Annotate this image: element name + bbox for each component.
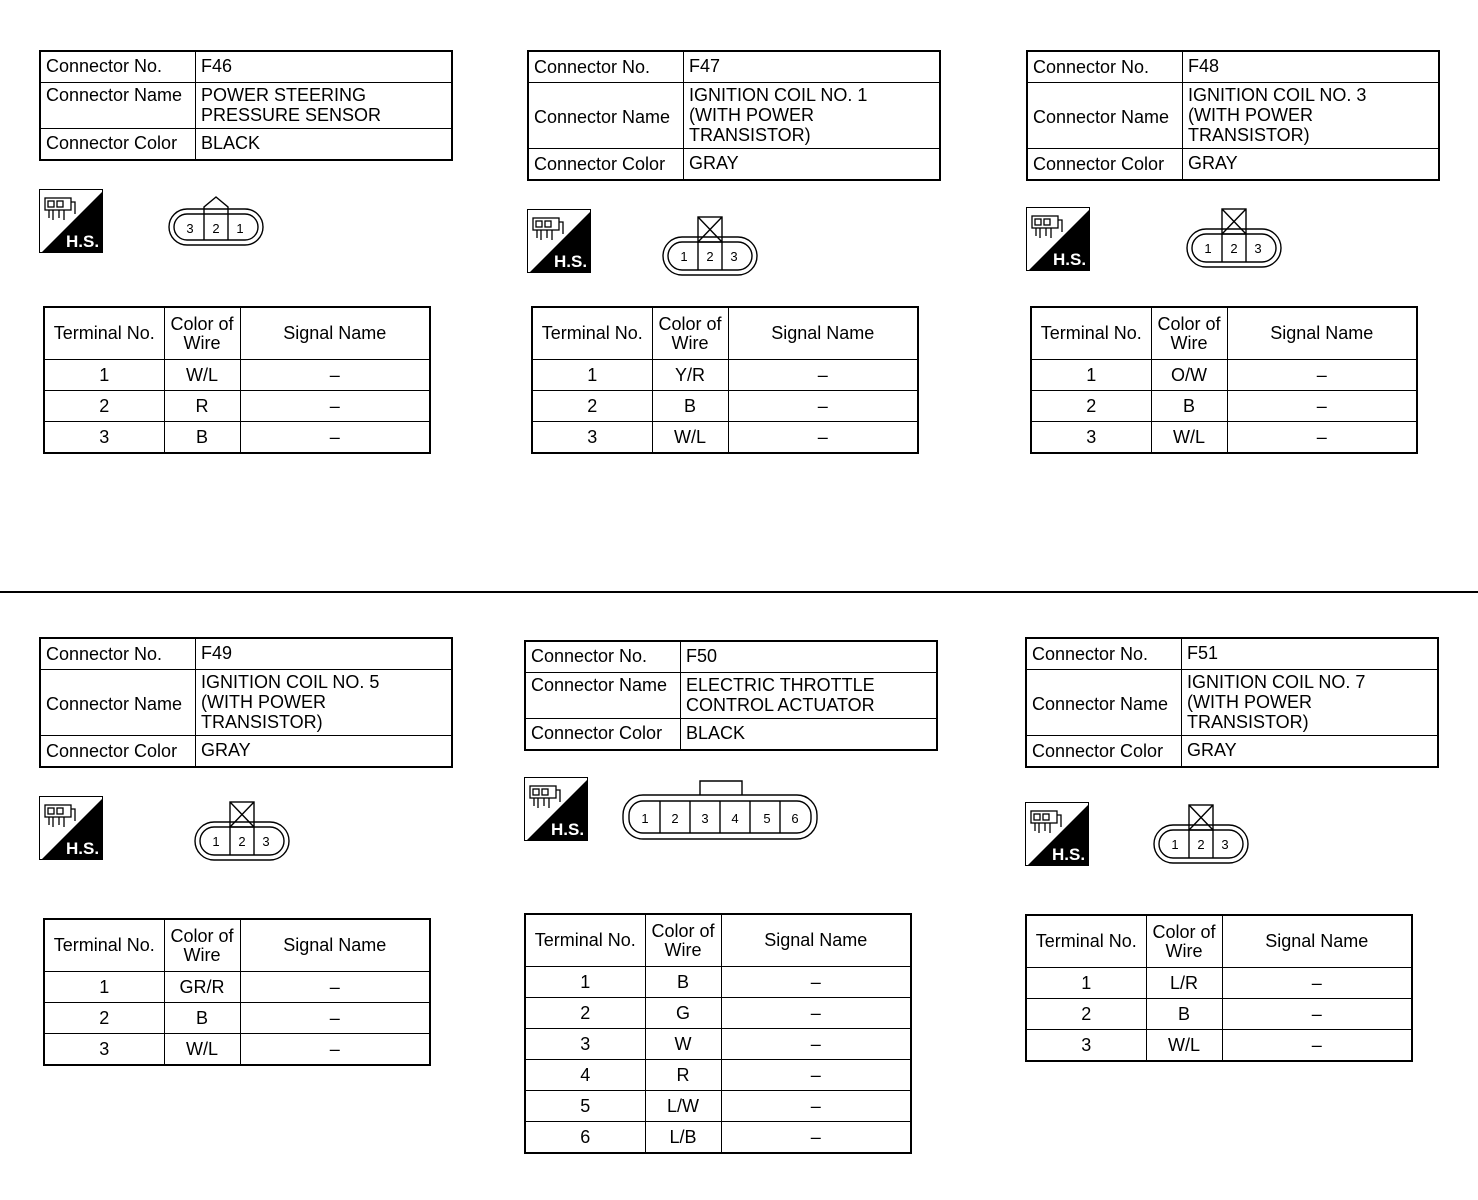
wire-color: R xyxy=(164,391,240,422)
wire-color: W/L xyxy=(652,422,728,454)
signal-name: – xyxy=(721,998,911,1029)
pin-label: 6 xyxy=(791,811,799,826)
terminal-table xyxy=(531,306,919,454)
signal-name: – xyxy=(1222,968,1412,999)
terminal-number: 1 xyxy=(1031,360,1151,391)
connector-name-value xyxy=(681,673,938,719)
wire-color: B xyxy=(645,967,721,998)
connector-no-value: F51 xyxy=(1182,638,1439,670)
connector-color-label: Connector Color xyxy=(525,719,681,751)
connector-no-value: F47 xyxy=(684,51,941,83)
hs-badge-text: H.S. xyxy=(66,839,100,858)
connector-name-line: PRESSURE SENSOR xyxy=(201,105,382,125)
wire-color: L/W xyxy=(645,1091,721,1122)
terminal-number: 6 xyxy=(525,1122,645,1154)
wire-color-header xyxy=(164,919,240,972)
connector-no-value: F46 xyxy=(196,51,453,83)
table-row xyxy=(1026,1030,1412,1062)
hs-badge-text: H.S. xyxy=(66,232,100,251)
connector-name-line: TRANSISTOR) xyxy=(201,712,323,732)
connector-no-label: Connector No. xyxy=(1026,638,1182,670)
wire-color-header-line: Wire xyxy=(1170,332,1208,353)
connector-color-label: Connector Color xyxy=(528,149,684,181)
table-row xyxy=(525,1029,911,1060)
connector-color-label: Connector Color xyxy=(40,736,196,768)
table-row xyxy=(532,422,918,454)
wire-color: W/L xyxy=(164,360,240,391)
pin-label: 1 xyxy=(641,811,649,826)
connector-color-value: GRAY xyxy=(1183,149,1440,181)
connector-name-label: Connector Name xyxy=(40,83,196,129)
connector-name-label: Connector Name xyxy=(525,673,681,719)
connector-info-table xyxy=(524,640,938,751)
connector-info-table xyxy=(39,637,453,768)
signal-name: – xyxy=(728,360,918,391)
connector-hand-icon xyxy=(1031,811,1061,833)
wire-color-header-line: Color of xyxy=(1157,313,1221,334)
connector-hand-icon xyxy=(1032,216,1062,238)
wire-color-header-line: Color of xyxy=(1152,921,1216,942)
terminal-no-header: Terminal No. xyxy=(525,914,645,967)
connector-name-label: Connector Name xyxy=(528,83,684,149)
hs-badge-text: H.S. xyxy=(1053,250,1087,269)
terminal-table xyxy=(524,913,912,1154)
signal-name: – xyxy=(240,1034,430,1066)
signal-name-header: Signal Name xyxy=(1227,307,1417,360)
pin-label: 1 xyxy=(236,221,244,236)
pin-label: 3 xyxy=(1254,241,1262,256)
table-row xyxy=(525,1060,911,1091)
connector-color-value: GRAY xyxy=(196,736,453,768)
wire-color: L/B xyxy=(645,1122,721,1154)
wire-color: W/L xyxy=(1146,1030,1222,1062)
pin-label: 2 xyxy=(1230,241,1238,256)
connector-no-value: F49 xyxy=(196,638,453,670)
terminal-number: 3 xyxy=(44,422,164,454)
table-row xyxy=(1026,999,1412,1030)
pin-label: 3 xyxy=(1221,837,1229,852)
wire-color-header-line: Color of xyxy=(658,313,722,334)
table-row xyxy=(44,360,430,391)
connector-no-label: Connector No. xyxy=(525,641,681,673)
table-row xyxy=(1031,360,1417,391)
connector-name-line: (WITH POWER xyxy=(201,692,326,712)
signal-name: – xyxy=(240,1003,430,1034)
signal-name: – xyxy=(1222,1030,1412,1062)
wire-color: W/L xyxy=(164,1034,240,1066)
table-row xyxy=(525,998,911,1029)
pin-label: 2 xyxy=(1197,837,1205,852)
connector-name-line: ELECTRIC THROTTLE xyxy=(686,675,875,695)
signal-name: – xyxy=(721,1122,911,1154)
terminal-no-header: Terminal No. xyxy=(1031,307,1151,360)
wire-color: W xyxy=(645,1029,721,1060)
connector-color-label: Connector Color xyxy=(40,129,196,161)
wire-color-header-line: Wire xyxy=(1165,940,1203,961)
wire-color-header-line: Wire xyxy=(671,332,709,353)
connector-info-table xyxy=(39,50,453,161)
terminal-number: 3 xyxy=(525,1029,645,1060)
terminal-number: 3 xyxy=(532,422,652,454)
terminal-no-header: Terminal No. xyxy=(532,307,652,360)
wire-color-header xyxy=(1146,915,1222,968)
signal-name-header: Signal Name xyxy=(721,914,911,967)
connector-name-line: TRANSISTOR) xyxy=(1187,712,1309,732)
connector-info-table xyxy=(1025,637,1439,768)
connector-name-line: IGNITION COIL NO. 3 xyxy=(1188,85,1367,105)
connector-name-line: IGNITION COIL NO. 7 xyxy=(1187,672,1366,692)
connector-hand-icon xyxy=(45,198,75,220)
harness-side-badge xyxy=(39,796,103,860)
table-row xyxy=(44,972,430,1003)
terminal-table xyxy=(1030,306,1418,454)
wire-color: B xyxy=(164,422,240,454)
harness-side-badge xyxy=(1025,802,1089,866)
terminal-number: 3 xyxy=(1031,422,1151,454)
wire-color-header-line: Wire xyxy=(183,332,221,353)
pin-label: 3 xyxy=(701,811,709,826)
terminal-table xyxy=(43,306,431,454)
terminal-number: 1 xyxy=(525,967,645,998)
connector-name-value xyxy=(684,83,941,149)
terminal-number: 3 xyxy=(1026,1030,1146,1062)
connector-name-line: (WITH POWER xyxy=(1188,105,1313,125)
connector-color-value: BLACK xyxy=(196,129,453,161)
connector-name-label: Connector Name xyxy=(40,670,196,736)
connector-face-diagram xyxy=(1186,207,1282,276)
signal-name-header: Signal Name xyxy=(240,307,430,360)
terminal-table xyxy=(43,918,431,1066)
terminal-number: 3 xyxy=(44,1034,164,1066)
connector-face-diagram xyxy=(662,215,758,284)
wire-color: Y/R xyxy=(652,360,728,391)
connector-name-line: TRANSISTOR) xyxy=(689,125,811,145)
terminal-number: 4 xyxy=(525,1060,645,1091)
harness-side-badge xyxy=(527,209,591,273)
wire-color: L/R xyxy=(1146,968,1222,999)
connector-name-value xyxy=(1182,670,1439,736)
wire-color: G xyxy=(645,998,721,1029)
section-divider xyxy=(0,591,1478,593)
wire-color: GR/R xyxy=(164,972,240,1003)
wire-color-header-line: Color of xyxy=(170,313,234,334)
connector-face-diagram xyxy=(194,800,290,869)
harness-side-badge xyxy=(39,189,103,253)
terminal-no-header: Terminal No. xyxy=(44,307,164,360)
pin-label: 2 xyxy=(706,249,714,264)
table-row xyxy=(525,1122,911,1154)
connector-name-value xyxy=(196,83,453,129)
terminal-number: 5 xyxy=(525,1091,645,1122)
terminal-number: 2 xyxy=(532,391,652,422)
connector-name-label: Connector Name xyxy=(1027,83,1183,149)
signal-name: – xyxy=(1227,360,1417,391)
connector-no-label: Connector No. xyxy=(1027,51,1183,83)
terminal-no-header: Terminal No. xyxy=(1026,915,1146,968)
connector-name-value xyxy=(1183,83,1440,149)
terminal-number: 2 xyxy=(525,998,645,1029)
terminal-number: 1 xyxy=(532,360,652,391)
connector-color-label: Connector Color xyxy=(1026,736,1182,768)
signal-name: – xyxy=(728,422,918,454)
signal-name: – xyxy=(721,967,911,998)
connector-hand-icon xyxy=(533,218,563,240)
connector-face-diagram xyxy=(1153,803,1249,872)
hs-badge-text: H.S. xyxy=(1052,845,1086,864)
signal-name: – xyxy=(721,1060,911,1091)
connector-no-value: F50 xyxy=(681,641,938,673)
connector-info-table xyxy=(1026,50,1440,181)
table-row xyxy=(44,391,430,422)
wire-color-header xyxy=(652,307,728,360)
harness-side-badge xyxy=(1026,207,1090,271)
signal-name: – xyxy=(240,360,430,391)
table-row xyxy=(532,360,918,391)
table-row xyxy=(525,967,911,998)
table-row xyxy=(1031,391,1417,422)
connector-name-line: (WITH POWER xyxy=(1187,692,1312,712)
wire-color-header xyxy=(164,307,240,360)
pin-label: 2 xyxy=(238,834,246,849)
terminal-number: 1 xyxy=(44,360,164,391)
wire-color-header xyxy=(1151,307,1227,360)
pin-label: 2 xyxy=(671,811,679,826)
wire-color-header-line: Color of xyxy=(651,920,715,941)
connector-name-line: (WITH POWER xyxy=(689,105,814,125)
table-row xyxy=(525,1091,911,1122)
pin-label: 4 xyxy=(731,811,739,826)
connector-name-line: POWER STEERING xyxy=(201,85,367,105)
pin-label: 5 xyxy=(763,811,771,826)
table-row xyxy=(1026,968,1412,999)
table-row xyxy=(44,1003,430,1034)
connector-color-value: BLACK xyxy=(681,719,938,751)
table-row xyxy=(44,422,430,454)
table-row xyxy=(532,391,918,422)
pin-label: 3 xyxy=(262,834,270,849)
harness-side-badge xyxy=(524,777,588,841)
connector-name-label: Connector Name xyxy=(1026,670,1182,736)
connector-hand-icon xyxy=(45,805,75,827)
signal-name-header: Signal Name xyxy=(728,307,918,360)
terminal-number: 1 xyxy=(44,972,164,1003)
pin-label: 1 xyxy=(1171,837,1179,852)
connector-color-value: GRAY xyxy=(1182,736,1439,768)
pin-label: 3 xyxy=(730,249,738,264)
wire-color: R xyxy=(645,1060,721,1091)
wire-color-header-line: Color of xyxy=(170,925,234,946)
connector-no-value: F48 xyxy=(1183,51,1440,83)
connector-hand-icon xyxy=(530,786,560,808)
pin-label: 1 xyxy=(680,249,688,264)
signal-name: – xyxy=(728,391,918,422)
signal-name: – xyxy=(721,1029,911,1060)
connector-name-line: IGNITION COIL NO. 5 xyxy=(201,672,380,692)
connector-info-table xyxy=(527,50,941,181)
pin-label: 3 xyxy=(186,221,194,236)
signal-name: – xyxy=(240,422,430,454)
wire-color-header xyxy=(645,914,721,967)
connector-name-line: CONTROL ACTUATOR xyxy=(686,695,875,715)
terminal-number: 1 xyxy=(1026,968,1146,999)
wire-color: B xyxy=(164,1003,240,1034)
connector-color-label: Connector Color xyxy=(1027,149,1183,181)
wire-color-header-line: Wire xyxy=(664,939,702,960)
connector-face-diagram xyxy=(168,195,264,252)
signal-name: – xyxy=(1227,391,1417,422)
terminal-table xyxy=(1025,914,1413,1062)
wire-color: B xyxy=(1146,999,1222,1030)
pin-label: 2 xyxy=(212,221,220,236)
signal-name: – xyxy=(1222,999,1412,1030)
connector-name-line: IGNITION COIL NO. 1 xyxy=(689,85,868,105)
connector-no-label: Connector No. xyxy=(528,51,684,83)
signal-name: – xyxy=(240,972,430,1003)
pin-label: 1 xyxy=(1204,241,1212,256)
wire-color: W/L xyxy=(1151,422,1227,454)
hs-badge-text: H.S. xyxy=(554,252,588,271)
connector-name-value xyxy=(196,670,453,736)
signal-name: – xyxy=(1227,422,1417,454)
wire-color-header-line: Wire xyxy=(183,944,221,965)
connector-name-line: TRANSISTOR) xyxy=(1188,125,1310,145)
wire-color: B xyxy=(652,391,728,422)
terminal-number: 2 xyxy=(1026,999,1146,1030)
signal-name-header: Signal Name xyxy=(1222,915,1412,968)
terminal-number: 2 xyxy=(44,391,164,422)
table-row xyxy=(44,1034,430,1066)
terminal-number: 2 xyxy=(44,1003,164,1034)
connector-color-value: GRAY xyxy=(684,149,941,181)
signal-name-header: Signal Name xyxy=(240,919,430,972)
table-row xyxy=(1031,422,1417,454)
connector-no-label: Connector No. xyxy=(40,638,196,670)
signal-name: – xyxy=(240,391,430,422)
connector-face-diagram xyxy=(622,779,818,846)
wire-color: B xyxy=(1151,391,1227,422)
pin-label: 1 xyxy=(212,834,220,849)
terminal-no-header: Terminal No. xyxy=(44,919,164,972)
terminal-number: 2 xyxy=(1031,391,1151,422)
signal-name: – xyxy=(721,1091,911,1122)
connector-no-label: Connector No. xyxy=(40,51,196,83)
hs-badge-text: H.S. xyxy=(551,820,585,839)
wire-color: O/W xyxy=(1151,360,1227,391)
